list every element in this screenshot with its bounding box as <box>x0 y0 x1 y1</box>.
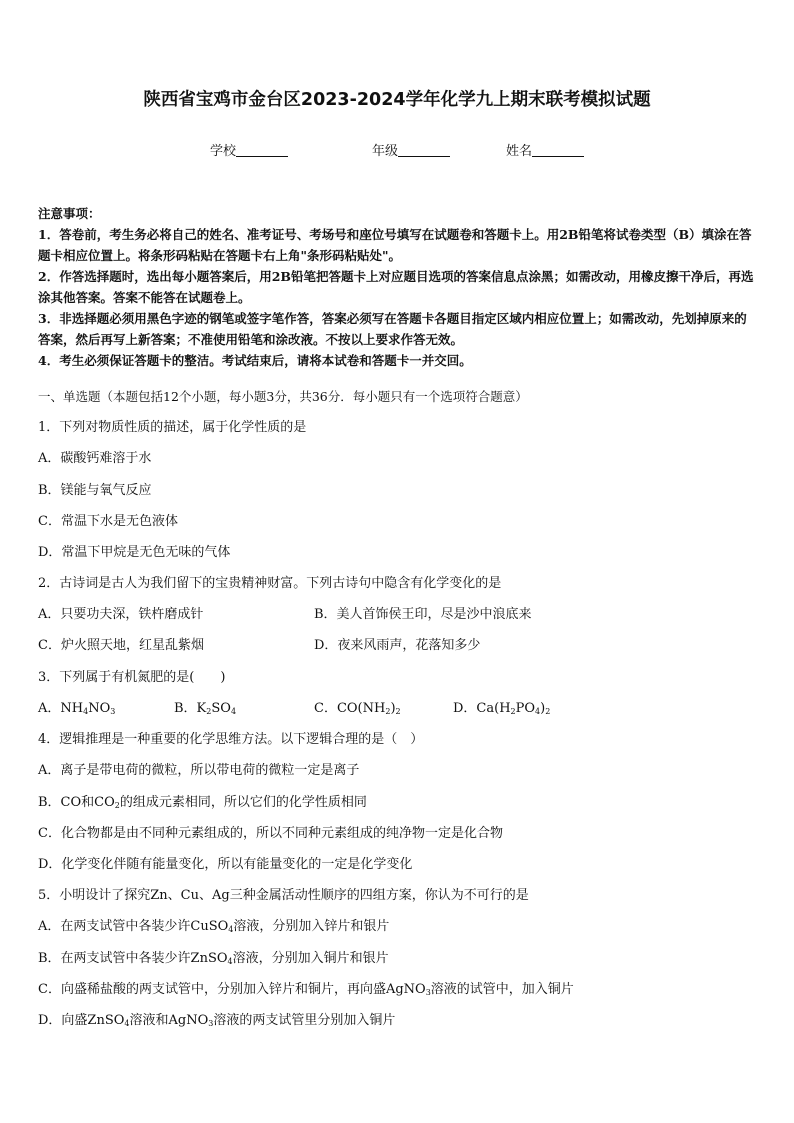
school-label: 学校 <box>210 144 237 159</box>
q5-option-c: C．向盛稀盐酸的两支试管中，分别加入锌片和铜片，再向盛AgNO$_3$溶液的试管中，加入铜片 <box>38 982 574 997</box>
q1-option-c: C．常温下水是无色液体 <box>38 514 178 529</box>
school-field <box>210 140 288 159</box>
q2-option-a: A．只要功夫深，铁杵磨成针 <box>38 607 204 622</box>
q3-option-b: B．$K_2SO_4$ <box>174 701 237 716</box>
q5-option-a: A．在两支试管中各装少许CuSO$_4$溶液，分别加入锌片和银片 <box>38 919 390 934</box>
q3-option-d: D．$Ca(H_2PO_4)_2$ <box>453 701 551 716</box>
note-item: 2．作答选择题时，选出每小题答案后，用2B铅笔把答题卡上对应题目选项的答案信息点涂黑；如需改动，用橡皮擦干净后，再选涂其他答案。答案不能答在试题卷上。 <box>38 269 754 305</box>
q4-option-d: D．化学变化伴随有能量变化，所以有能量变化的一定是化学变化 <box>38 857 413 872</box>
q2-option-d: D．夜来风雨声，花落知多少 <box>314 638 481 653</box>
q2-stem: 2．古诗词是古人为我们留下的宝贵精神财富。下列古诗句中隐含有化学变化的是 <box>38 576 502 591</box>
q4-option-b: B．CO和$CO_2$的组成元素相同，所以它们的化学性质相同 <box>38 795 367 810</box>
note-item: 1．答卷前，考生务必将自己的姓名、准考证号、考场号和座位号填写在试题卷和答题卡上。用2B铅笔将试卷类型（B）填涂在答题卡相应位置上。将条形码粘贴在答题卡右上角"条形码粘贴处"。 <box>38 227 752 263</box>
q4-stem: 4．逻辑推理是一种重要的化学思维方法。以下逻辑合理的是（ ） <box>38 732 424 747</box>
note-item: 4．考生必须保证答题卡的整洁。考试结束后，请将本试卷和答题卡一并交回。 <box>38 353 472 368</box>
exam-title: 陕西省宝鸡市金台区2023-2024学年化学九上期末联考模拟试题 <box>143 90 651 110</box>
name-field <box>506 140 584 159</box>
name-blank <box>532 144 584 157</box>
q4-option-a: A．离子是带电荷的微粒，所以带电荷的微粒一定是离子 <box>38 763 360 778</box>
q1-stem: 1．下列对物质性质的描述，属于化学性质的是 <box>38 420 307 435</box>
name-label: 姓名 <box>506 144 533 159</box>
grade-field <box>372 140 450 159</box>
q4-option-c: C．化合物都是由不同种元素组成的，所以不同种元素组成的纯净物一定是化合物 <box>38 826 503 841</box>
grade-label: 年级 <box>372 144 399 159</box>
grade-blank <box>398 144 450 157</box>
notes-heading: 注意事项： <box>38 206 101 221</box>
q2-option-b: B．美人首饰侯王印，尽是沙中浪底来 <box>314 607 532 622</box>
school-blank <box>236 144 288 157</box>
q5-stem: 5．小明设计了探究Zn、Cu、Ag三种金属活动性顺序的四组方案，你认为不可行的是 <box>38 888 529 903</box>
q3-stem: 3．下列属于有机氮肥的是( ) <box>38 670 226 685</box>
q3-option-c: C．$CO(NH_2)_2$ <box>314 701 401 716</box>
note-item: 3．非选择题必须用黑色字迹的钢笔或签字笔作答，答案必须写在答题卡各题目指定区域内相应位置上；如需改动，先划掉原来的答案，然后再写上新答案；不准使用铅笔和涂改液。不按以上要求作答无效。 <box>38 311 747 347</box>
q2-option-c: C．炉火照天地，红星乱紫烟 <box>38 638 204 653</box>
q1-option-d: D．常温下甲烷是无色无味的气体 <box>38 545 231 560</box>
q1-option-a: A．碳酸钙难溶于水 <box>38 451 152 466</box>
section-heading: 一、单选题（本题包括12个小题，每小题3分，共36分．每小题只有一个选项符合题意） <box>38 389 528 404</box>
q5-option-b: B．在两支试管中各装少许ZnSO$_4$溶液，分别加入铜片和银片 <box>38 951 389 966</box>
q5-option-d: D．向盛ZnSO$_4$溶液和AgNO$_3$溶液的两支试管里分别加入铜片 <box>38 1013 396 1028</box>
q1-option-b: B．镁能与氧气反应 <box>38 483 152 498</box>
q3-option-a: A．$NH_4NO_3$ <box>38 701 116 716</box>
notes-block <box>38 203 758 371</box>
